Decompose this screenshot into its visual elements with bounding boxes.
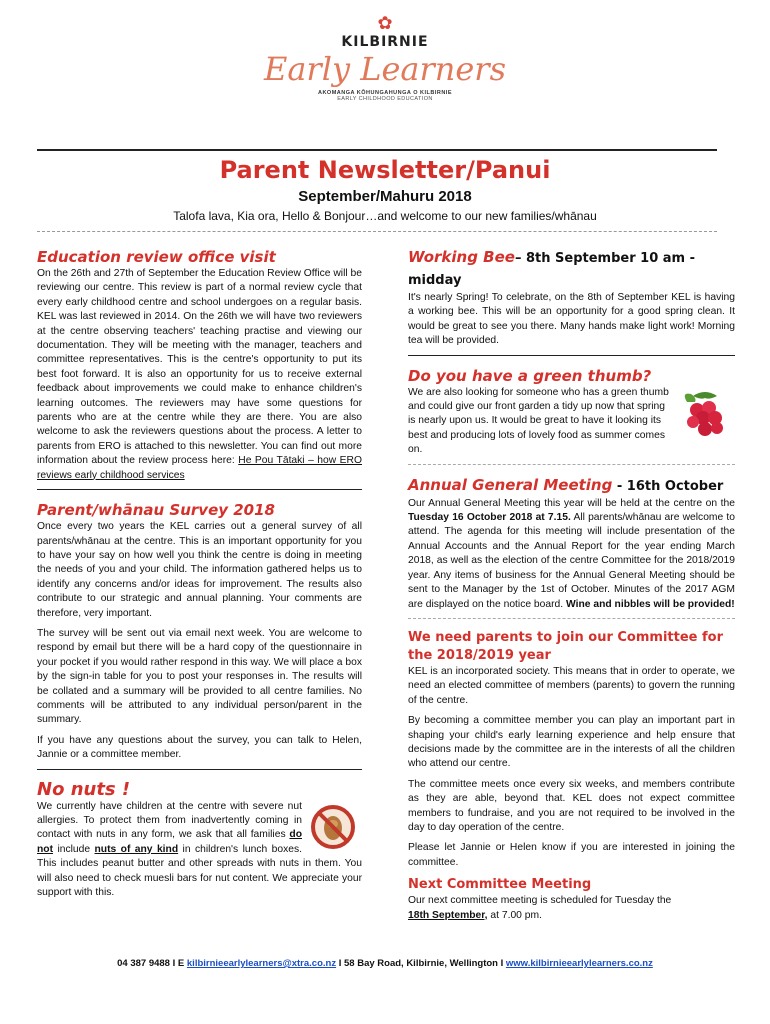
page-subtitle: September/Mahuru 2018 <box>298 188 472 205</box>
survey-paragraph-3: If you have any questions about the survey, you can talk to Helen, Jannie or a committee member. <box>37 734 362 761</box>
bee-paragraph: It's nearly Spring! To celebrate, on the 8th of September KEL is having a working bee. This will be an opportunity for a good spring clean. It would be great to see you there. Many hands make light work! Morning tea will be provided. <box>408 292 735 347</box>
ero-heading: Education review office visit <box>37 248 276 266</box>
page-title: Parent Newsletter/Panui <box>219 156 551 184</box>
brand-script: Early Learners <box>263 50 507 88</box>
next-text-b: at 7.00 pm. <box>487 909 542 921</box>
right-column <box>408 247 735 929</box>
nuts-text-a: We currently have children at the centre with severe nut allergies. To protect them from inadvertently coming in contact with nuts in any form, we ask that all families <box>37 800 302 841</box>
footer <box>0 958 770 969</box>
committee-paragraph-1: KEL is an incorporated society. This means that in order to operate, we need an elected committee of members (parents) to govern the running of the centre. <box>408 665 735 706</box>
no-nuts-icon <box>310 804 356 850</box>
welcome-line: Talofa lava, Kia ora, Hello & Bonjour…and welcome to our new families/whānau <box>173 209 597 223</box>
thumb-heading: Do you have a green thumb? <box>408 366 652 385</box>
agm-title: Annual General Meeting <box>408 475 613 494</box>
bee-heading <box>408 247 735 291</box>
divider <box>408 618 735 619</box>
nuts-any-kind: nuts of any kind <box>94 843 179 855</box>
footer-phone: 04 387 9488 <box>117 958 170 969</box>
bee-title: Working Bee <box>408 248 515 266</box>
brand-name: KILBIRNIE <box>341 34 429 50</box>
left-column <box>37 247 362 906</box>
divider <box>408 355 735 356</box>
nuts-heading: No nuts ! <box>37 778 131 800</box>
ero-link[interactable]: He Pou Tātaki – how ERO reviews early childhood services <box>37 455 362 481</box>
footer-email-link[interactable]: kilbirnieearlylearners@xtra.co.nz <box>186 958 337 969</box>
agm-paragraph <box>408 497 735 612</box>
agm-date: - 16th October <box>612 478 724 494</box>
next-meeting-paragraph <box>408 894 735 923</box>
footer-address: I 58 Bay Road, Kilbirnie, Wellington I <box>336 958 506 969</box>
divider <box>37 489 362 490</box>
next-date: 18th September, <box>408 909 488 921</box>
agm-wine: Wine and nibbles will be provided! <box>566 598 735 610</box>
agm-heading <box>408 475 735 497</box>
flower-icon: ✿ <box>377 13 393 33</box>
agm-datetime: Tuesday 16 October 2018 at 7.15. <box>408 512 571 524</box>
divider <box>37 769 362 770</box>
footer-email-prefix: I E <box>169 958 187 969</box>
survey-paragraph-1: Once every two years the KEL carries out a general survey of all parents/whānau at the centre. This is an important opportunity for you to have your say on how well you think the centre is doing in meeting the needs of you and your child. The information gathered helps us to identify any concerns and/or ideas for improvement. The results also contribute to our strategic and annual planning. Your comments are therefore, very important. <box>37 521 362 619</box>
divider <box>37 149 717 151</box>
agm-text-b: All parents/whānau are welcome to attend. The agenda for this meeting will include presentation of the Annual Accounts and the Annual Report for the year ending March 2018, as well as the election of the centre Committee for the 2018/2019 year. Any items of business for the Annual General Meeting should be sent to the Manager by the 1st of October. Minutes of the 2017 AGM are displayed on the notice board. <box>408 512 736 610</box>
committee-paragraph-2: By becoming a committee member you can play an important part in shaping your child's early learning experience and help ensure that decisions made by the committee are in the interests of all the children who attend our centre. <box>408 715 735 770</box>
brand-subtitle: EARLY CHILDHOOD EDUCATION <box>337 96 433 102</box>
committee-heading: We need parents to join our Committee for the 2018/2019 year <box>408 629 724 663</box>
raspberry-icon <box>677 388 733 440</box>
ero-text <box>37 267 362 483</box>
logo <box>0 14 770 102</box>
nuts-text-b: in children's lunch boxes. This includes peanut butter and other spreads with nuts in them. You will also need to check muesli bars for nut content. We appreciate your support with this. <box>37 843 362 899</box>
divider <box>37 231 717 232</box>
thumb-paragraph: We are also looking for someone who has a green thumb and could give our front garden a tidy up now that spring is nearly upon us. It would be great to have it looking its best and producing lots of lovely food as summer comes on. <box>408 386 669 456</box>
committee-paragraph-4: Please let Jannie or Helen know if you are interested in joining the committee. <box>408 842 735 868</box>
divider <box>408 464 735 465</box>
committee-paragraph-3: The committee meets once every six weeks, and members contribute as they are able, beyond that. KEL does not expect committee members to fundraise, and you are not required to be involved in the day to day operation of the centre. <box>408 778 735 833</box>
bee-date: – 8th September 10 am - midday <box>408 251 696 288</box>
ero-paragraph: On the 26th and 27th of September the Education Review Office will be reviewing our centre. This review is part of a normal review cycle that every early childhood centre and school undergoes on a regular basis. KEL was last reviewed in 2014. On the 26th we will have two reviewers at the centre observing teachers' teaching practise and viewing our documentation. They will be meeting with the manager, teachers and committee representatives. This is the centre's opportunity to put its best foot forward. It is also an opportunity for us to receive external feedback about improvements we could make to enhance children's learning outcomes. The reviewers may have some questions for parents who are at the centre while they are there. You are also welcome to ask the reviewers questions about the process. A letter to parents from ERO is attached to this newsletter. You can find out more information about the review process here: <box>37 268 362 467</box>
footer-website-link[interactable]: www.kilbirnieearlylearners.co.nz <box>505 958 653 969</box>
nuts-include: include <box>57 843 91 855</box>
survey-heading: Parent/whānau Survey 2018 <box>37 501 275 520</box>
agm-text-a: Our Annual General Meeting this year will be held at the centre on the <box>408 497 735 509</box>
nuts-do-not: do not <box>37 829 302 855</box>
survey-paragraph-2: The survey will be sent out via email next week. You are welcome to respond by email but there will be a hard copy of the questionnaire in your pocket if you would rather respond in this way. We will place a box by the sign-in table for you to post your responses in. The results will be collated and a summary will be provided to all centre families. No comments will be attributed to any individual person/parent in the summary. <box>37 627 362 726</box>
next-meeting-heading: Next Committee Meeting <box>408 877 592 893</box>
brand-maori: AKOMANGA KŌHUNGAHUNGA O KILBIRNIE <box>317 90 453 96</box>
next-text-a: Our next committee meeting is scheduled for Tuesday the <box>408 895 672 907</box>
